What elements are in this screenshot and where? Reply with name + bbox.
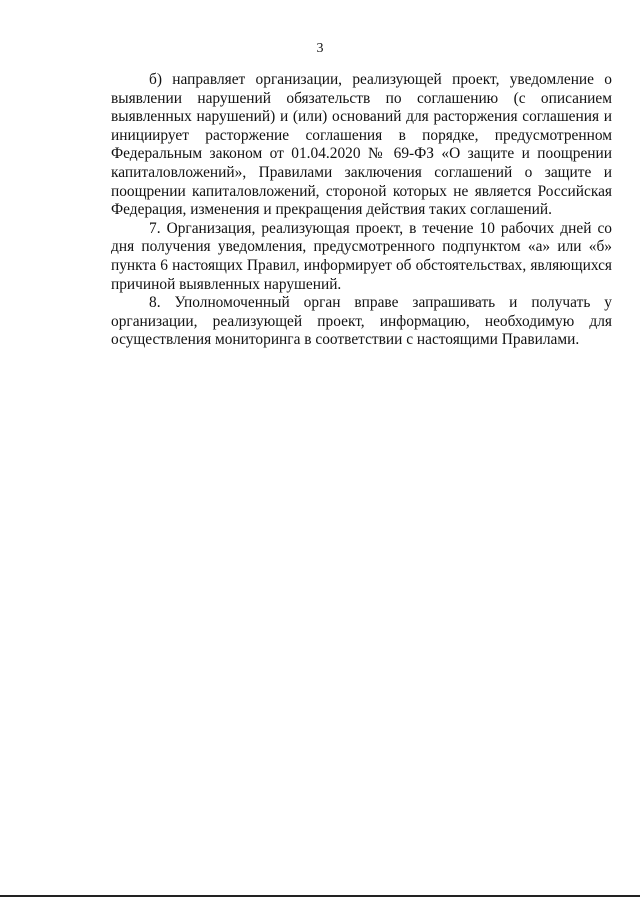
paragraph-7-organization-report: 7. Организация, реализующая проект, в течение 10 рабочих дней со дня получения уведомления, предусмотренного подпунктом «а» или «б» пункта 6 настоящих Правил, информирует об обстоятельствах, являющихся причиной выявленных нарушений. xyxy=(111,219,612,293)
document-body xyxy=(111,71,612,350)
scan-bottom-edge xyxy=(0,895,640,897)
page-number: 3 xyxy=(316,41,324,56)
paragraph-8-authorized-body-requests: 8. Уполномоченный орган вправе запрашивать и получать у организации, реализующей проект, информацию, необходимую для осуществления мониторинга в соответствии с настоящими Правилами. xyxy=(111,294,612,349)
paragraph-b-notification: б) направляет организации, реализующей проект, уведомление о выявлении нарушений обязательств по соглашению (с описанием выявленных нарушений) и (или) оснований для расторжения соглашения и инициирует расторжение соглашения в порядке, предусмотренном Федеральным законом от 01.04.2020 № 69-ФЗ «О защите и поощрении капиталовложений», Правилами заключения соглашений о защите и поощрении капиталовложений, стороной которых не является Российская Федерация, изменения и прекращения действия таких соглашений. xyxy=(111,71,612,219)
